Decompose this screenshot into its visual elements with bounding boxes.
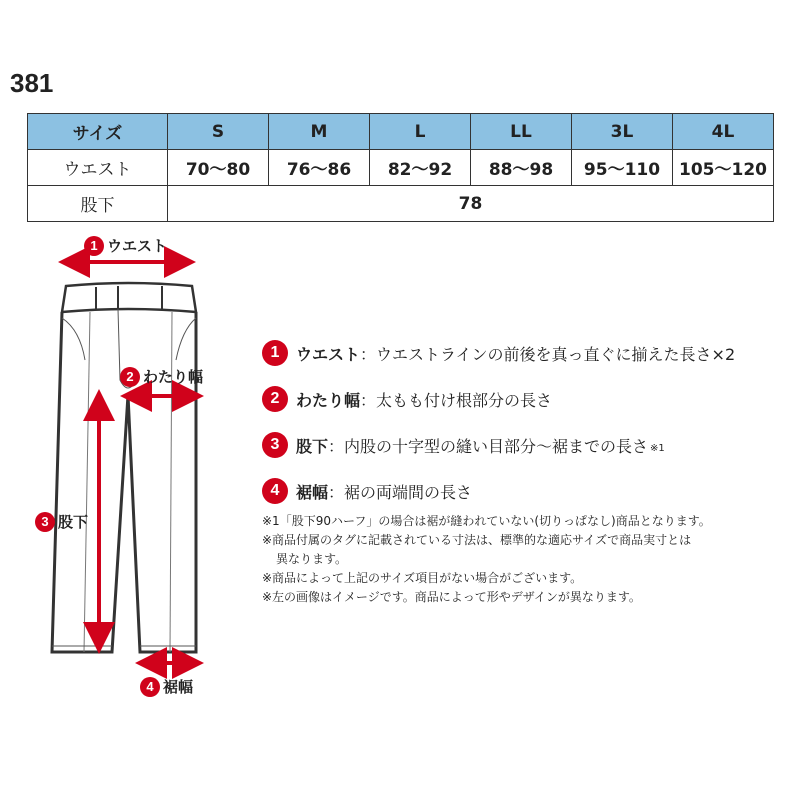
legend-title: 股下 — [296, 436, 329, 456]
size-header-s: S — [168, 114, 269, 150]
diagram-label-thigh — [120, 366, 203, 387]
legend-title: 裾幅 — [296, 482, 329, 502]
legend-title: わたり幅 — [296, 390, 361, 410]
legend-item — [262, 330, 782, 376]
diagram-label-inseam — [35, 511, 88, 532]
inseam-value: 78 — [168, 186, 774, 222]
legend-item — [262, 422, 782, 468]
legend-title: ウエスト — [296, 344, 361, 364]
inseam-label: 股下 — [28, 186, 168, 222]
pants-illustration — [0, 228, 240, 708]
model-number: 381 — [10, 68, 54, 98]
size-table — [27, 113, 774, 222]
size-header-m: M — [269, 114, 370, 150]
waist-value-m: 76〜86 — [269, 150, 370, 186]
pants-diagram — [0, 228, 240, 708]
notes — [262, 512, 782, 607]
waist-row — [28, 150, 774, 186]
size-header-row — [28, 114, 774, 150]
legend-footnote-mark: ※1 — [650, 442, 665, 454]
note-line: ※商品付属のタグに記載されている寸法は、標準的な適応サイズで商品実寸とは — [262, 533, 692, 547]
badge-3: 3 — [35, 512, 55, 532]
legend-badge: 3 — [262, 432, 288, 458]
legend-desc: ：太もも付け根部分の長さ — [360, 390, 553, 410]
measurement-legend — [262, 330, 782, 514]
legend-badge: 1 — [262, 340, 288, 366]
diagram-label-waist-text: ウエスト — [107, 237, 168, 255]
size-header-l: L — [370, 114, 471, 150]
legend-badge: 2 — [262, 386, 288, 412]
waist-value-3l: 95〜110 — [572, 150, 673, 186]
note-line: ※1「股下90ハーフ」の場合は裾が縫われていない(切りっぱなし)商品となります。 — [262, 514, 711, 528]
diagram-label-inseam-text: 股下 — [58, 513, 89, 531]
badge-1: 1 — [84, 236, 104, 256]
waist-value-ll: 88〜98 — [471, 150, 572, 186]
note-line: ※左の画像はイメージです。商品によって形やデザインが異なります。 — [262, 590, 641, 604]
waist-value-s: 70〜80 — [168, 150, 269, 186]
waist-value-4l: 105〜120 — [673, 150, 774, 186]
diagram-label-thigh-text: わたり幅 — [143, 368, 204, 386]
size-header-3l: 3L — [572, 114, 673, 150]
note-line: ※商品によって上記のサイズ項目がない場合がございます。 — [262, 571, 583, 585]
legend-item — [262, 468, 782, 514]
legend-item — [262, 376, 782, 422]
legend-desc: ：ウエストラインの前後を真っ直ぐに揃えた長さ×2 — [360, 344, 736, 364]
waist-label: ウエスト — [28, 150, 168, 186]
legend-desc: ：裾の両端間の長さ — [328, 482, 473, 502]
size-header-4l: 4L — [673, 114, 774, 150]
note-line: 異なります。 — [276, 552, 348, 566]
size-header-ll: LL — [471, 114, 572, 150]
waist-value-l: 82〜92 — [370, 150, 471, 186]
diagram-label-hem-text: 裾幅 — [163, 678, 194, 696]
legend-desc: ：内股の十字型の縫い目部分〜裾までの長さ — [328, 436, 649, 456]
badge-2: 2 — [120, 367, 140, 387]
inseam-row — [28, 186, 774, 222]
diagram-label-waist — [84, 235, 167, 256]
badge-4: 4 — [140, 677, 160, 697]
diagram-label-hem — [140, 676, 193, 697]
legend-badge: 4 — [262, 478, 288, 504]
size-header-label: サイズ — [28, 114, 168, 150]
